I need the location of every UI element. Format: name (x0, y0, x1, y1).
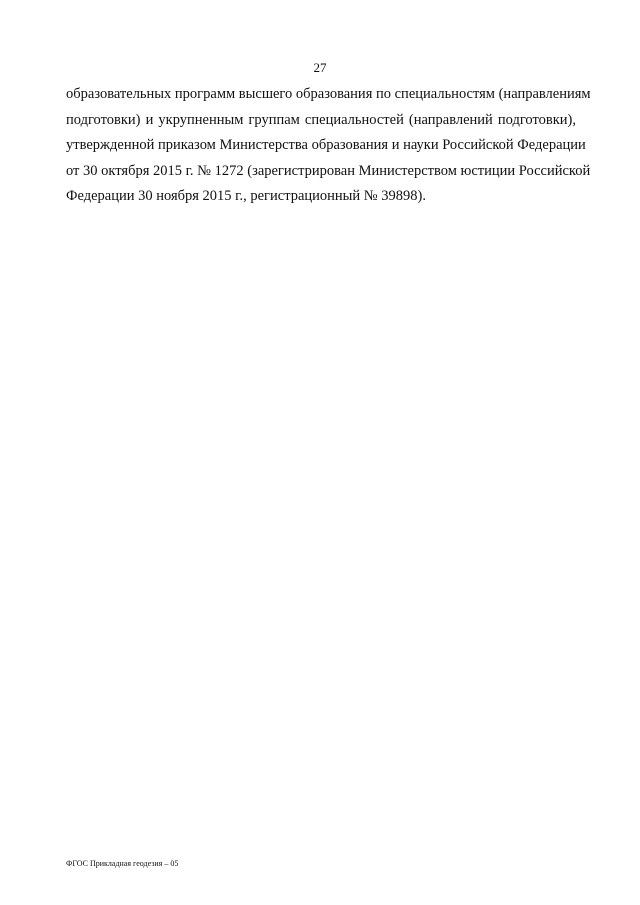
footer-document-label: ФГОС Прикладная геодезия – 05 (66, 859, 179, 868)
paragraph-line: утвержденной приказом Министерства образования и науки Российской Федерации (66, 137, 586, 153)
paragraph-line: образовательных программ высшего образования по специальностям (направлениям (66, 86, 591, 102)
paragraph-line: подготовки) и укрупненным группам специальностей (направлений подготовки), (66, 111, 576, 128)
body-paragraph (66, 82, 591, 210)
paragraph-line: Федерации 30 ноября 2015 г., регистрационный № 39898). (66, 188, 426, 204)
paragraph-line: от 30 октября 2015 г. № 1272 (зарегистрирован Министерством юстиции Российской (66, 162, 591, 179)
page-number: 27 (313, 60, 327, 75)
